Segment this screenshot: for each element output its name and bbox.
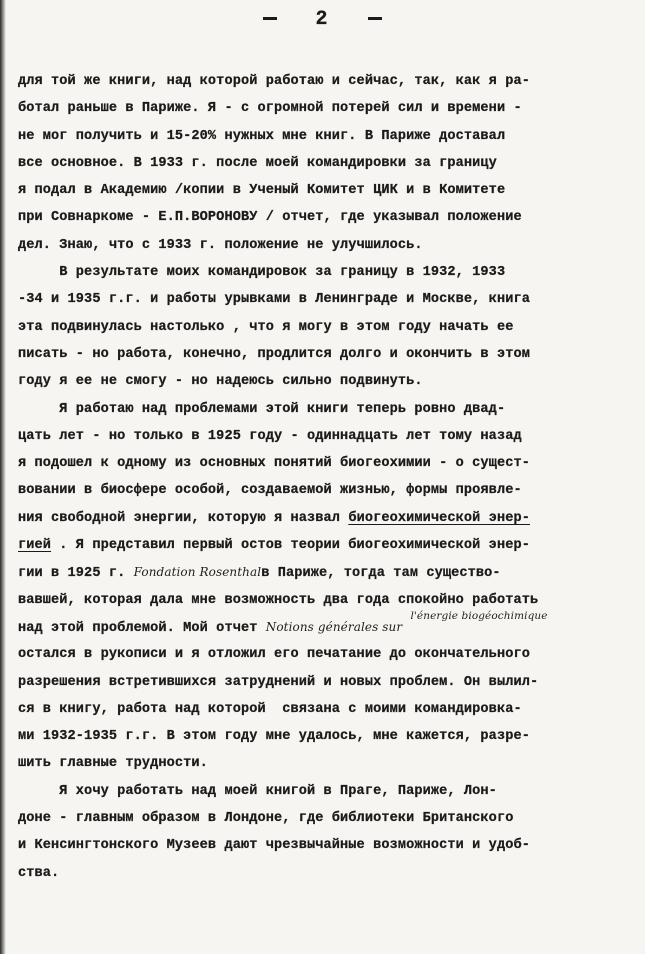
text-line-27: [18, 778, 630, 805]
line-text: Я хочу работать над моей книгой в Праге, Париже, Лон-: [18, 783, 497, 799]
line-text: все основное. В 1933 г. после моей командировки за границу: [18, 155, 497, 171]
line-text: над этой проблемой. Мой отчет: [18, 620, 266, 636]
text-line-5: [18, 177, 630, 204]
text-line-10: [18, 314, 630, 341]
line-text: году я ее не смогу - но надеюсь сильно подвинуть.: [18, 374, 423, 390]
line-text: гии в 1925 г.: [18, 566, 134, 582]
letter-body: [18, 68, 630, 887]
text-line-14: [18, 423, 630, 450]
text-line-11: [18, 341, 630, 368]
text-line-25: [18, 723, 630, 750]
line-text: шить главные трудности.: [18, 756, 208, 772]
line-text: я подал в Академию /копии в Ученый Комитет ЦИК и в Комитете: [18, 183, 506, 199]
line-text: ся в книгу, работа над которой связана с моими командировка-: [18, 701, 522, 717]
text-line-24: [18, 696, 630, 723]
line-text: разрешения встретившихся затруднений и новых проблем. Он вылил-: [18, 674, 539, 690]
text-line-23: [18, 669, 630, 696]
line-text: [402, 621, 410, 636]
text-line-2: [18, 95, 630, 122]
text-line-26: [18, 750, 630, 777]
page-number-dash-left: [263, 17, 277, 20]
line-text: не мог получить и 15-20% нужных мне книг. В Париже доставал: [18, 128, 506, 144]
line-text: цать лет - но только в 1925 году - одиннадцать лет тому назад: [18, 428, 522, 444]
page-number-header: [0, 8, 645, 31]
text-line-16: [18, 477, 630, 504]
handwritten-insertion: l'énergie biogéochimique: [410, 609, 548, 622]
line-text: Я работаю над проблемами этой книги теперь ровно двад-: [18, 401, 506, 417]
line-text: я подошел к одному из основных понятий биогеохимии - о сущест-: [18, 456, 530, 472]
line-text: доне - главным образом в Лондоне, где библиотеки Британского: [18, 811, 514, 827]
line-text: . Я представил первый остов теории биогеохимической энер-: [51, 538, 530, 554]
text-line-9: [18, 286, 630, 313]
line-text: вавшей, которая дала мне возможность два года спокойно работать: [18, 592, 539, 608]
text-line-1: [18, 68, 630, 95]
text-line-28: [18, 805, 630, 832]
text-line-19: [18, 559, 630, 586]
line-text: для той же книги, над которой работаю и сейчас, так, как я ра-: [18, 74, 530, 89]
line-text: и Кенсингтонского Музеев дают чрезвычайные возможности и удоб-: [18, 838, 530, 854]
text-line-7: [18, 232, 630, 259]
text-line-30: [18, 860, 630, 887]
text-line-8: [18, 259, 630, 286]
line-text: в Париже, тогда там существо-: [261, 566, 501, 582]
page-number: 2: [315, 8, 330, 31]
text-line-4: [18, 150, 630, 177]
line-text: В результате моих командировок за границу в 1932, 1933: [18, 265, 506, 281]
text-line-13: [18, 396, 630, 423]
text-line-21: [18, 609, 630, 641]
line-text: остался в рукописи и я отложил его печатание до окончательного: [18, 647, 530, 663]
line-text: ботал раньше в Париже. Я - с огромной потерей сил и времени -: [18, 101, 522, 117]
text-line-22: [18, 641, 630, 668]
text-line-6: [18, 204, 630, 231]
text-line-18: [18, 532, 630, 559]
text-line-17: [18, 505, 630, 532]
handwritten-insertion: Fondation Rosenthal: [133, 565, 262, 580]
line-text: ства.: [18, 865, 60, 881]
line-text: -34 и 1935 г.г. и работы урывками в Ленинграде и Москве, книга: [18, 292, 530, 308]
line-text: эта подвинулась настолько , что я могу в этом году начать ее: [18, 319, 514, 335]
underlined-term: биогеохимической энер-: [348, 510, 530, 526]
line-text: писать - но работа, конечно, продлится долго и окончить в этом: [18, 346, 530, 362]
text-line-3: [18, 123, 630, 150]
scan-edge-shadow: [0, 0, 6, 954]
underlined-term: гией: [18, 538, 52, 554]
text-line-12: [18, 368, 630, 395]
text-line-29: [18, 832, 630, 859]
line-text: вовании в биосфере особой, создаваемой жизнью, формы проявле-: [18, 483, 522, 499]
text-line-15: [18, 450, 630, 477]
page-number-dash-right: [368, 17, 382, 20]
line-text: при Совнаркоме - Е.П.ВОРОНОВУ / отчет, где указывал положение: [18, 210, 522, 226]
line-text: ми 1932-1935 г.г. В этом году мне удалось, мне кажется, разре-: [18, 729, 530, 745]
line-text: ния свободной энергии, которую я назвал: [18, 510, 349, 526]
handwritten-insertion: Notions générales sur: [265, 619, 403, 634]
line-text: дел. Знаю, что с 1933 г. положение не улучшилось.: [18, 237, 423, 253]
